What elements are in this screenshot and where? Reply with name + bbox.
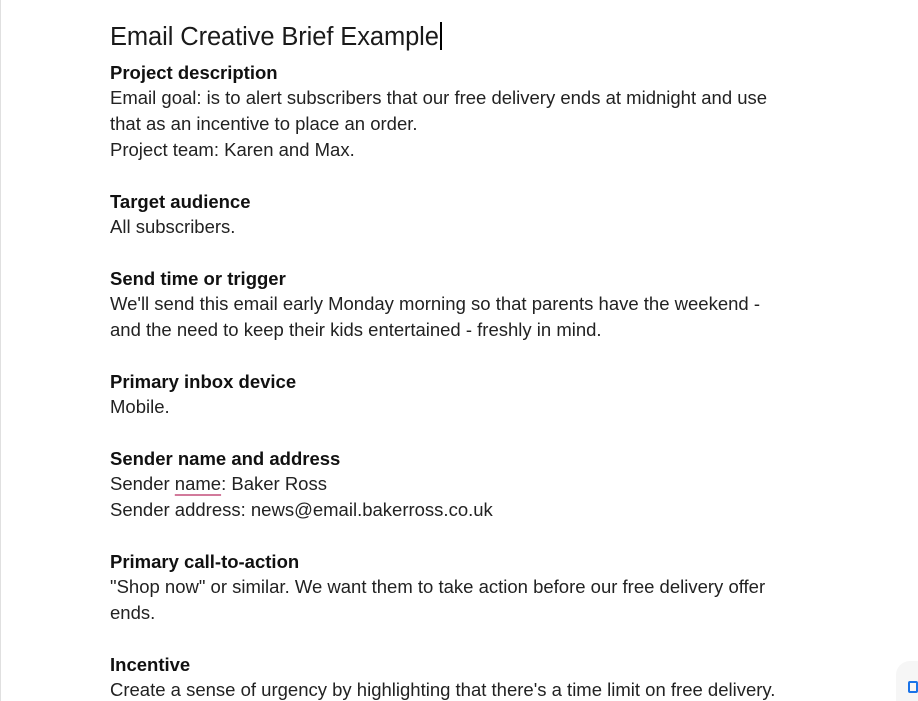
paragraph-line[interactable]: Mobile. xyxy=(110,396,170,417)
paragraph-line[interactable]: We'll send this email early Monday morning so that parents have the weekend - xyxy=(110,293,761,314)
spellcheck-flagged-word[interactable]: name xyxy=(174,473,222,494)
section-heading[interactable]: Primary inbox device xyxy=(110,371,297,392)
section-heading[interactable]: Target audience xyxy=(110,191,251,212)
add-comment-button[interactable] xyxy=(896,661,918,701)
sender-name-value: : Baker Ross xyxy=(221,473,327,494)
paragraph-line[interactable]: Create a sense of urgency by highlighting that there's a time limit on free delivery. xyxy=(110,679,776,700)
section-heading[interactable]: Project description xyxy=(110,62,278,83)
paragraph-line[interactable]: Email goal: is to alert subscribers that our free delivery ends at midnight and use xyxy=(110,87,768,108)
document-title[interactable] xyxy=(110,20,810,54)
page-left-border xyxy=(0,0,1,701)
comment-add-icon xyxy=(908,681,918,693)
paragraph-line[interactable]: All subscribers. xyxy=(110,216,236,237)
paragraph-line[interactable]: "Shop now" or similar. We want them to take action before our free delivery offer xyxy=(110,576,766,597)
text-cursor xyxy=(440,22,442,50)
section-sender xyxy=(110,446,810,523)
sender-name-prefix: Sender xyxy=(110,473,175,494)
section-incentive xyxy=(110,652,810,701)
paragraph-line[interactable]: Project team: Karen and Max. xyxy=(110,139,355,160)
paragraph-line[interactable]: that as an incentive to place an order. xyxy=(110,113,418,134)
section-heading[interactable]: Primary call-to-action xyxy=(110,551,300,572)
document-body[interactable] xyxy=(110,20,810,701)
section-heading[interactable]: Sender name and address xyxy=(110,448,341,469)
paragraph-line[interactable]: ends. xyxy=(110,602,156,623)
section-heading[interactable]: Send time or trigger xyxy=(110,268,286,289)
paragraph-line[interactable]: Sender address: news@email.bakerross.co.uk xyxy=(110,499,493,520)
section-primary-cta xyxy=(110,549,810,626)
section-target-audience xyxy=(110,189,810,240)
sender-name-line[interactable] xyxy=(110,471,810,497)
section-send-time xyxy=(110,266,810,343)
section-primary-inbox-device xyxy=(110,369,810,420)
section-project-description xyxy=(110,60,810,163)
paragraph-line[interactable]: and the need to keep their kids entertained - freshly in mind. xyxy=(110,319,602,340)
document-title-text[interactable]: Email Creative Brief Example xyxy=(110,23,439,51)
section-heading[interactable]: Incentive xyxy=(110,654,191,675)
